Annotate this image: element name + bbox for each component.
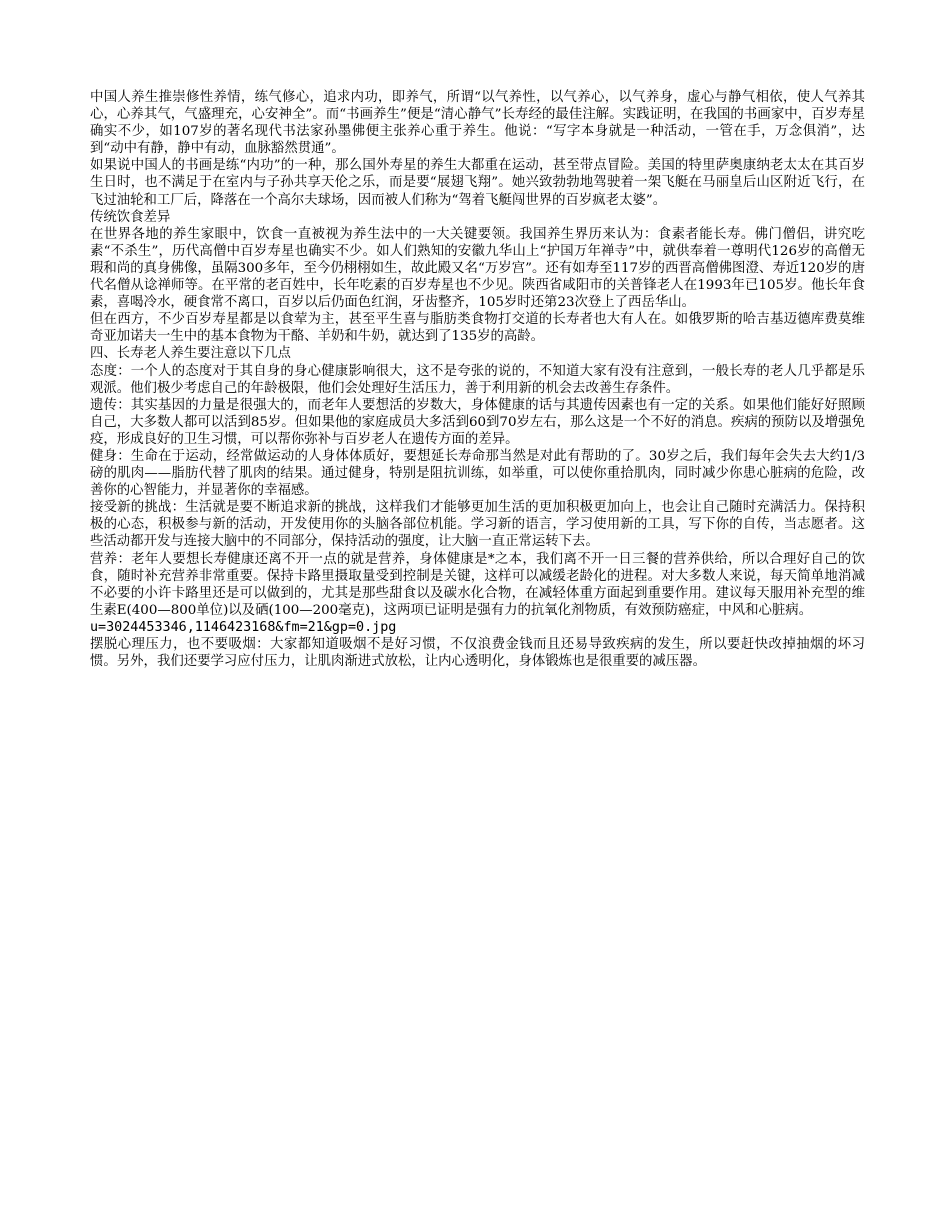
paragraph-tip-nutrition: 营养：老年人要想长寿健康还离不开一点的就是营养，身体健康是*之本，我们离不开一日三餐的营养供给，所以合理好自己的饮食，随时补充营养非常重要。保持卡路里摄取量受到控制是关键，这样可以减缓老龄化的进程。对大多数人来说，每天简单地消减不必要的小许卡路里还是可以做到的，尤其是那些甜食以及碳水化合物，在减轻体重方面起到重要作用。建议每天服用补充型的维生素E(400—800单位)以及硒(100—200毫克)，这两项已证明是强有力的抗氧化剂物质，有效预防癌症，中风和心脏病。 [90, 551, 865, 618]
article-body [90, 89, 865, 670]
paragraph-tip-attitude: 态度：一个人的态度对于其自身的身心健康影响很大，这不是夸张的说的，不知道大家有没有注意到，一般长寿的老人几乎都是乐观派。他们极少考虑自己的年龄极限，他们会处理好生活压力，善于利用新的机会去改善生存条件。 [90, 363, 865, 396]
paragraph-western-diet: 但在西方，不少百岁寿星都是以食荤为主，甚至平生喜与脂肪类食物打交道的长寿者也大有人在。如俄罗斯的哈吉基迈德库费莫维奇亚加诺夫一生中的基本食物为干酪、羊奶和牛奶，就达到了135岁的高龄。 [90, 312, 865, 345]
paragraph-foreign-exercise: 如果说中国人的书画是练“内功”的一种，那么国外寿星的养生大都重在运动，甚至带点冒险。美国的特里萨奥康纳老太太在其百岁生日时，也不满足于在室内与子孙共享天伦之乐，而是要“展翅飞翔”。她兴致勃勃地驾驶着一架飞艇在马丽皇后山区附近飞行，在飞过油轮和工厂后，降落在一个高尔夫球场，因而被人们称为“驾着飞艇闯世界的百岁疯老太婆”。 [90, 158, 865, 208]
image-filename: u=3024453346,1146423168&fm=21&gp=0.jpg [90, 619, 397, 635]
paragraph-tip-heredity: 遗传：其实基因的力量是很强大的，而老年人要想活的岁数大，身体健康的话与其遗传因素也有一定的关系。如果他们能好好照顾自己，大多数人都可以活到85岁。但如果他的家庭成员大多活到60到70岁左右，那么这是一个不好的消息。疾病的预防以及增强免疫，形成良好的卫生习惯，可以帮你弥补与百岁老人在遗传方面的差异。 [90, 397, 865, 447]
paragraph-stress-smoking: 摆脱心理压力，也不要吸烟：大家都知道吸烟不是好习惯，不仅浪费金钱而且还易导致疾病的发生，所以要赶快改掉抽烟的坏习惯。另外，我们还要学习应付压力，让肌肉渐进式放松，让内心透明化，身体锻炼也是很重要的减压器。 [90, 637, 865, 670]
paragraph-tip-fitness: 健身：生命在于运动，经常做运动的人身体体质好，要想延长寿命那当然是对此有帮助的了。30岁之后，我们每年会失去大约1/3磅的肌肉——脂肪代替了肌肉的结果。通过健身，特别是阻抗训练，如举重，可以使你重拾肌肉，同时减少你患心脏病的危险，改善你的心智能力，并显著你的幸福感。 [90, 448, 865, 499]
section-heading-diet: 传统饮食差异 [90, 209, 171, 225]
paragraph-calligraphy: 中国人养生推崇修性养情，练气修心，追求内功，即养气，所谓“以气养性，以气养心，以气养身，虚心与静气相依，使人气养其心，心养其气，气盛理充，心安神全”。而“书画养生”便是“清心静气”长寿经的最佳注解。实践证明，在我国的书画家中，百岁寿星确实不少，如107岁的著名现代书法家孙墨佛便主张养心重于养生。他说：“写字本身就是一种活动，一管在手，万念俱消”，达到“动中有静，静中有动，血脉豁然贯通”。 [90, 90, 865, 157]
paragraph-tip-new-challenges: 接受新的挑战：生活就是要不断追求新的挑战，这样我们才能够更加生活的更加积极更加向上，也会让自己随时充满活力。保持积极的心态，积极参与新的活动，开发使用你的头脑各部位机能。学习新的语言，学习使用新的工具，写下你的自传，当志愿者。这些活动都开发与连接大脑中的不同部分，保持活动的强度，让大脑一直正常运转下去。 [90, 500, 865, 550]
paragraph-vegetarian-diet: 在世界各地的养生家眼中，饮食一直被视为养生法中的一大关键要领。我国养生界历来认为：食素者能长寿。佛门僧侣，讲究吃素“不杀生”，历代高僧中百岁寿星也确实不少。如人们熟知的安徽九华山上“护国万年禅寺”中，就供奉着一尊明代126岁的高僧无瑕和尚的真身佛像，虽隔300多年，至今仍栩栩如生，故此殿又名“万岁宫”。还有如寿至117岁的西晋高僧佛图澄、寿近120岁的唐代名僧从谂禅师等。在平常的老百姓中，长年吃素的百岁寿星也不少见。陕西省咸阳市的关普锋老人在1993年已105岁。他长年食素，喜喝冷水，硬食常不离口，百岁以后仍面色红润，牙齿整齐，105岁时还第23次登上了西岳华山。 [90, 226, 865, 311]
section-heading-tips: 四、长寿老人养生要注意以下几点 [90, 346, 291, 362]
